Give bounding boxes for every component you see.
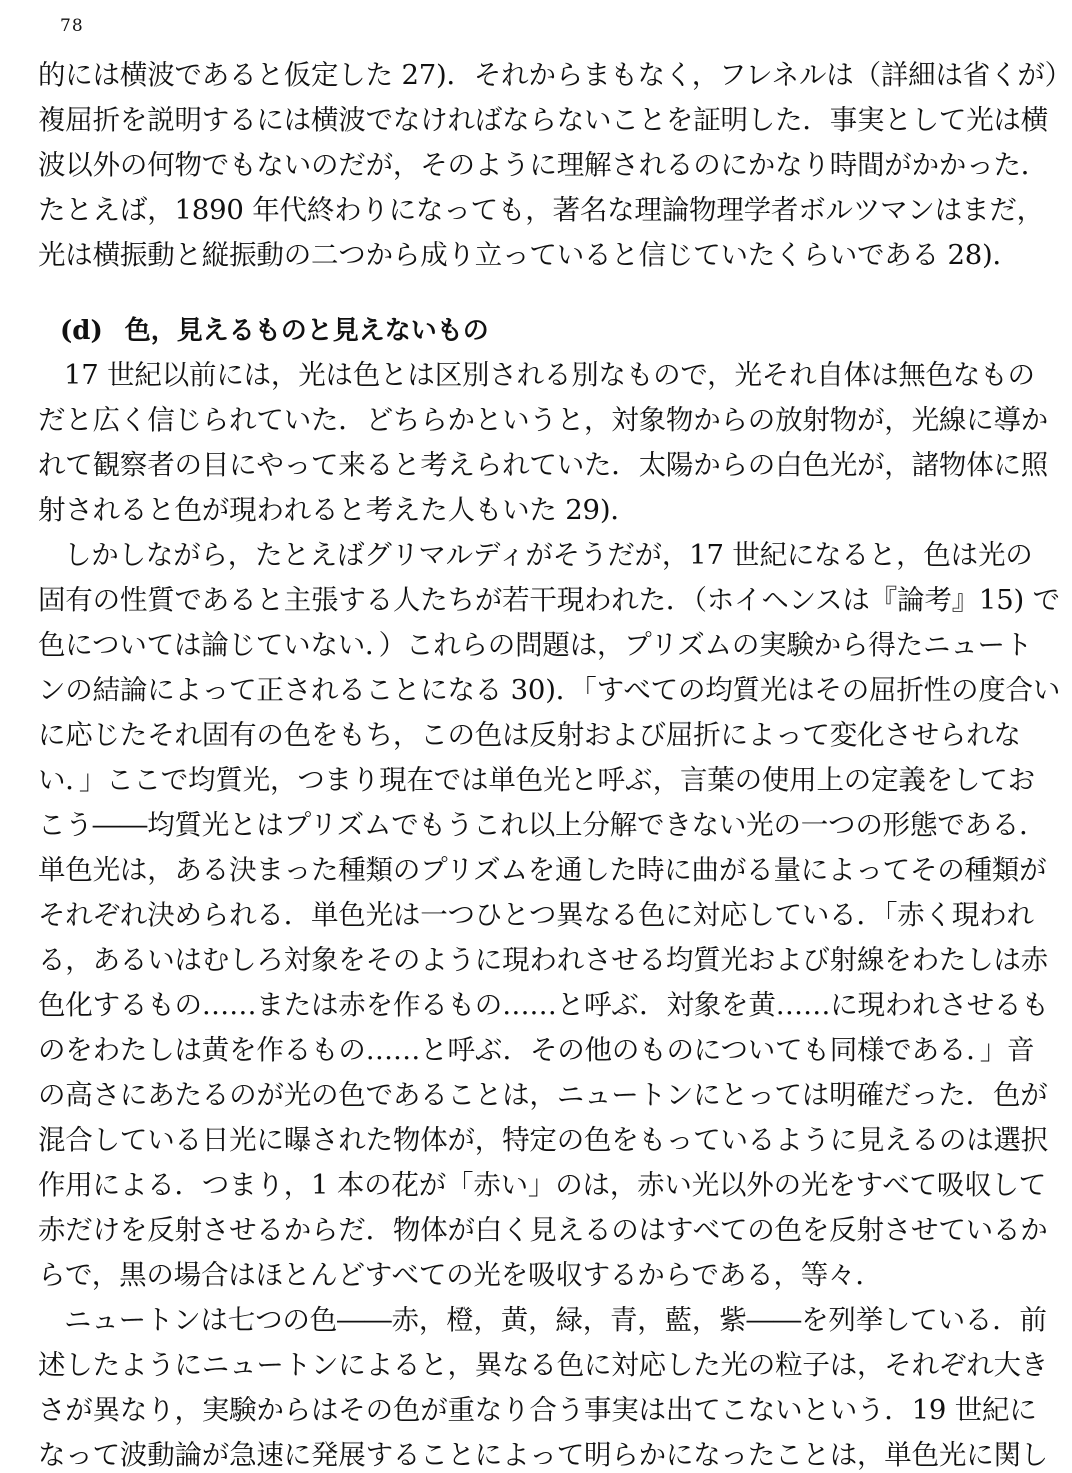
text-line: 的には横波であると仮定した 27)．それからまもなく，フレネルは（詳細は省くが） (38, 59, 1072, 91)
text-line: れて観察者の目にやって来ると考えられていた．太陽からの白色光が，諸物体に照 (38, 449, 1049, 481)
text-line: だと広く信じられていた．どちらかというと，対象物からの放射物が，光線に導か (38, 404, 1049, 436)
text-line: ニュートンは七つの色――赤，橙，黄，緑，青，藍，紫――を列挙している．前 (64, 1304, 1047, 1336)
text-line: 混合している日光に曝された物体が，特定の色をもっているように見えるのは選択 (38, 1124, 1049, 1156)
page-number: 78 (60, 16, 84, 36)
text-line: に応じたそれ固有の色をもち，この色は反射および屈折によって変化させられな (38, 719, 1021, 751)
text-line: 射されると色が現われると考えた人もいた 29)． (38, 494, 638, 526)
text-line: なって波動論が急速に発展することによって明らかになったことは，単色光に関し (38, 1439, 1049, 1471)
text-line: 単色光は，ある決まった種類のプリズムを通した時に曲がる量によってその種類が (38, 854, 1047, 886)
text-line: 作用による．つまり，1 本の花が「赤い」のは，赤い光以外の光をすべて吸収して (38, 1169, 1047, 1201)
text-line: 色化するもの……または赤を作るもの……と呼ぶ．対象を黄……に現われさせるも (38, 989, 1049, 1021)
section-title: 色，見えるものと見えないもの (124, 316, 489, 346)
text-line: のをわたしは黄を作るもの……と呼ぶ．その他のものについても同様である．」音 (38, 1034, 1035, 1066)
text-line: 光は横振動と縦振動の二つから成り立っていると信じていたくらいである 28)． (38, 239, 1020, 271)
text-line: 色については論じていない．）これらの問題は，プリズムの実験から得たニュート (38, 629, 1033, 661)
section-label: (d) (60, 316, 103, 346)
text-line: ンの結論によって正されることになる 30)．「すべての均質光はその屈折性の度合い (38, 674, 1061, 706)
text-line: たとえば，1890 年代終わりになっても，著名な理論物理学者ボルツマンはまだ， (38, 194, 1044, 226)
text-line: る，あるいはむしろ対象をそのように現われさせる均質光および射線をわたしは赤 (38, 944, 1049, 976)
text-line: の高さにあたるのが光の色であることは，ニュートンにとっては明確だった．色が (38, 1079, 1048, 1111)
text-line: しかしながら，たとえばグリマルディがそうだが，17 世紀になると，色は光の (64, 539, 1033, 571)
text-line: 複屈折を説明するには横波でなければならないことを証明した．事実として光は横 (38, 104, 1049, 136)
text-line: い．」ここで均質光，つまり現在では単色光と呼ぶ，言葉の使用上の定義をしてお (38, 764, 1035, 796)
text-line: こう――均質光とはプリズムでもうこれ以上分解できない光の一つの形態である． (38, 809, 1047, 841)
section-heading (60, 313, 489, 349)
text-line: それぞれ決められる．単色光は一つひとつ異なる色に対応している．「赤く現われ (38, 899, 1034, 931)
text-line: 波以外の何物でもないのだが，そのように理解されるのにかなり時間がかかった． (38, 149, 1049, 181)
text-line: 固有の性質であると主張する人たちが若干現われた．（ホイヘンスは『論考』15) で (38, 584, 1060, 616)
text-line: 17 世紀以前には，光は色とは区別される別なもので，光それ自体は無色なもの (64, 359, 1035, 391)
text-line: さが異なり，実験からはその色が重なり合う事実は出てこないという．19 世紀に (38, 1394, 1037, 1426)
text-line: 赤だけを反射させるからだ．物体が白く見えるのはすべての色を反射させているか (38, 1214, 1048, 1246)
text-line: らで，黒の場合はほとんどすべての光を吸収するからである，等々． (38, 1259, 883, 1291)
text-line: 述したようにニュートンによると，異なる色に対応した光の粒子は，それぞれ大き (38, 1349, 1049, 1381)
